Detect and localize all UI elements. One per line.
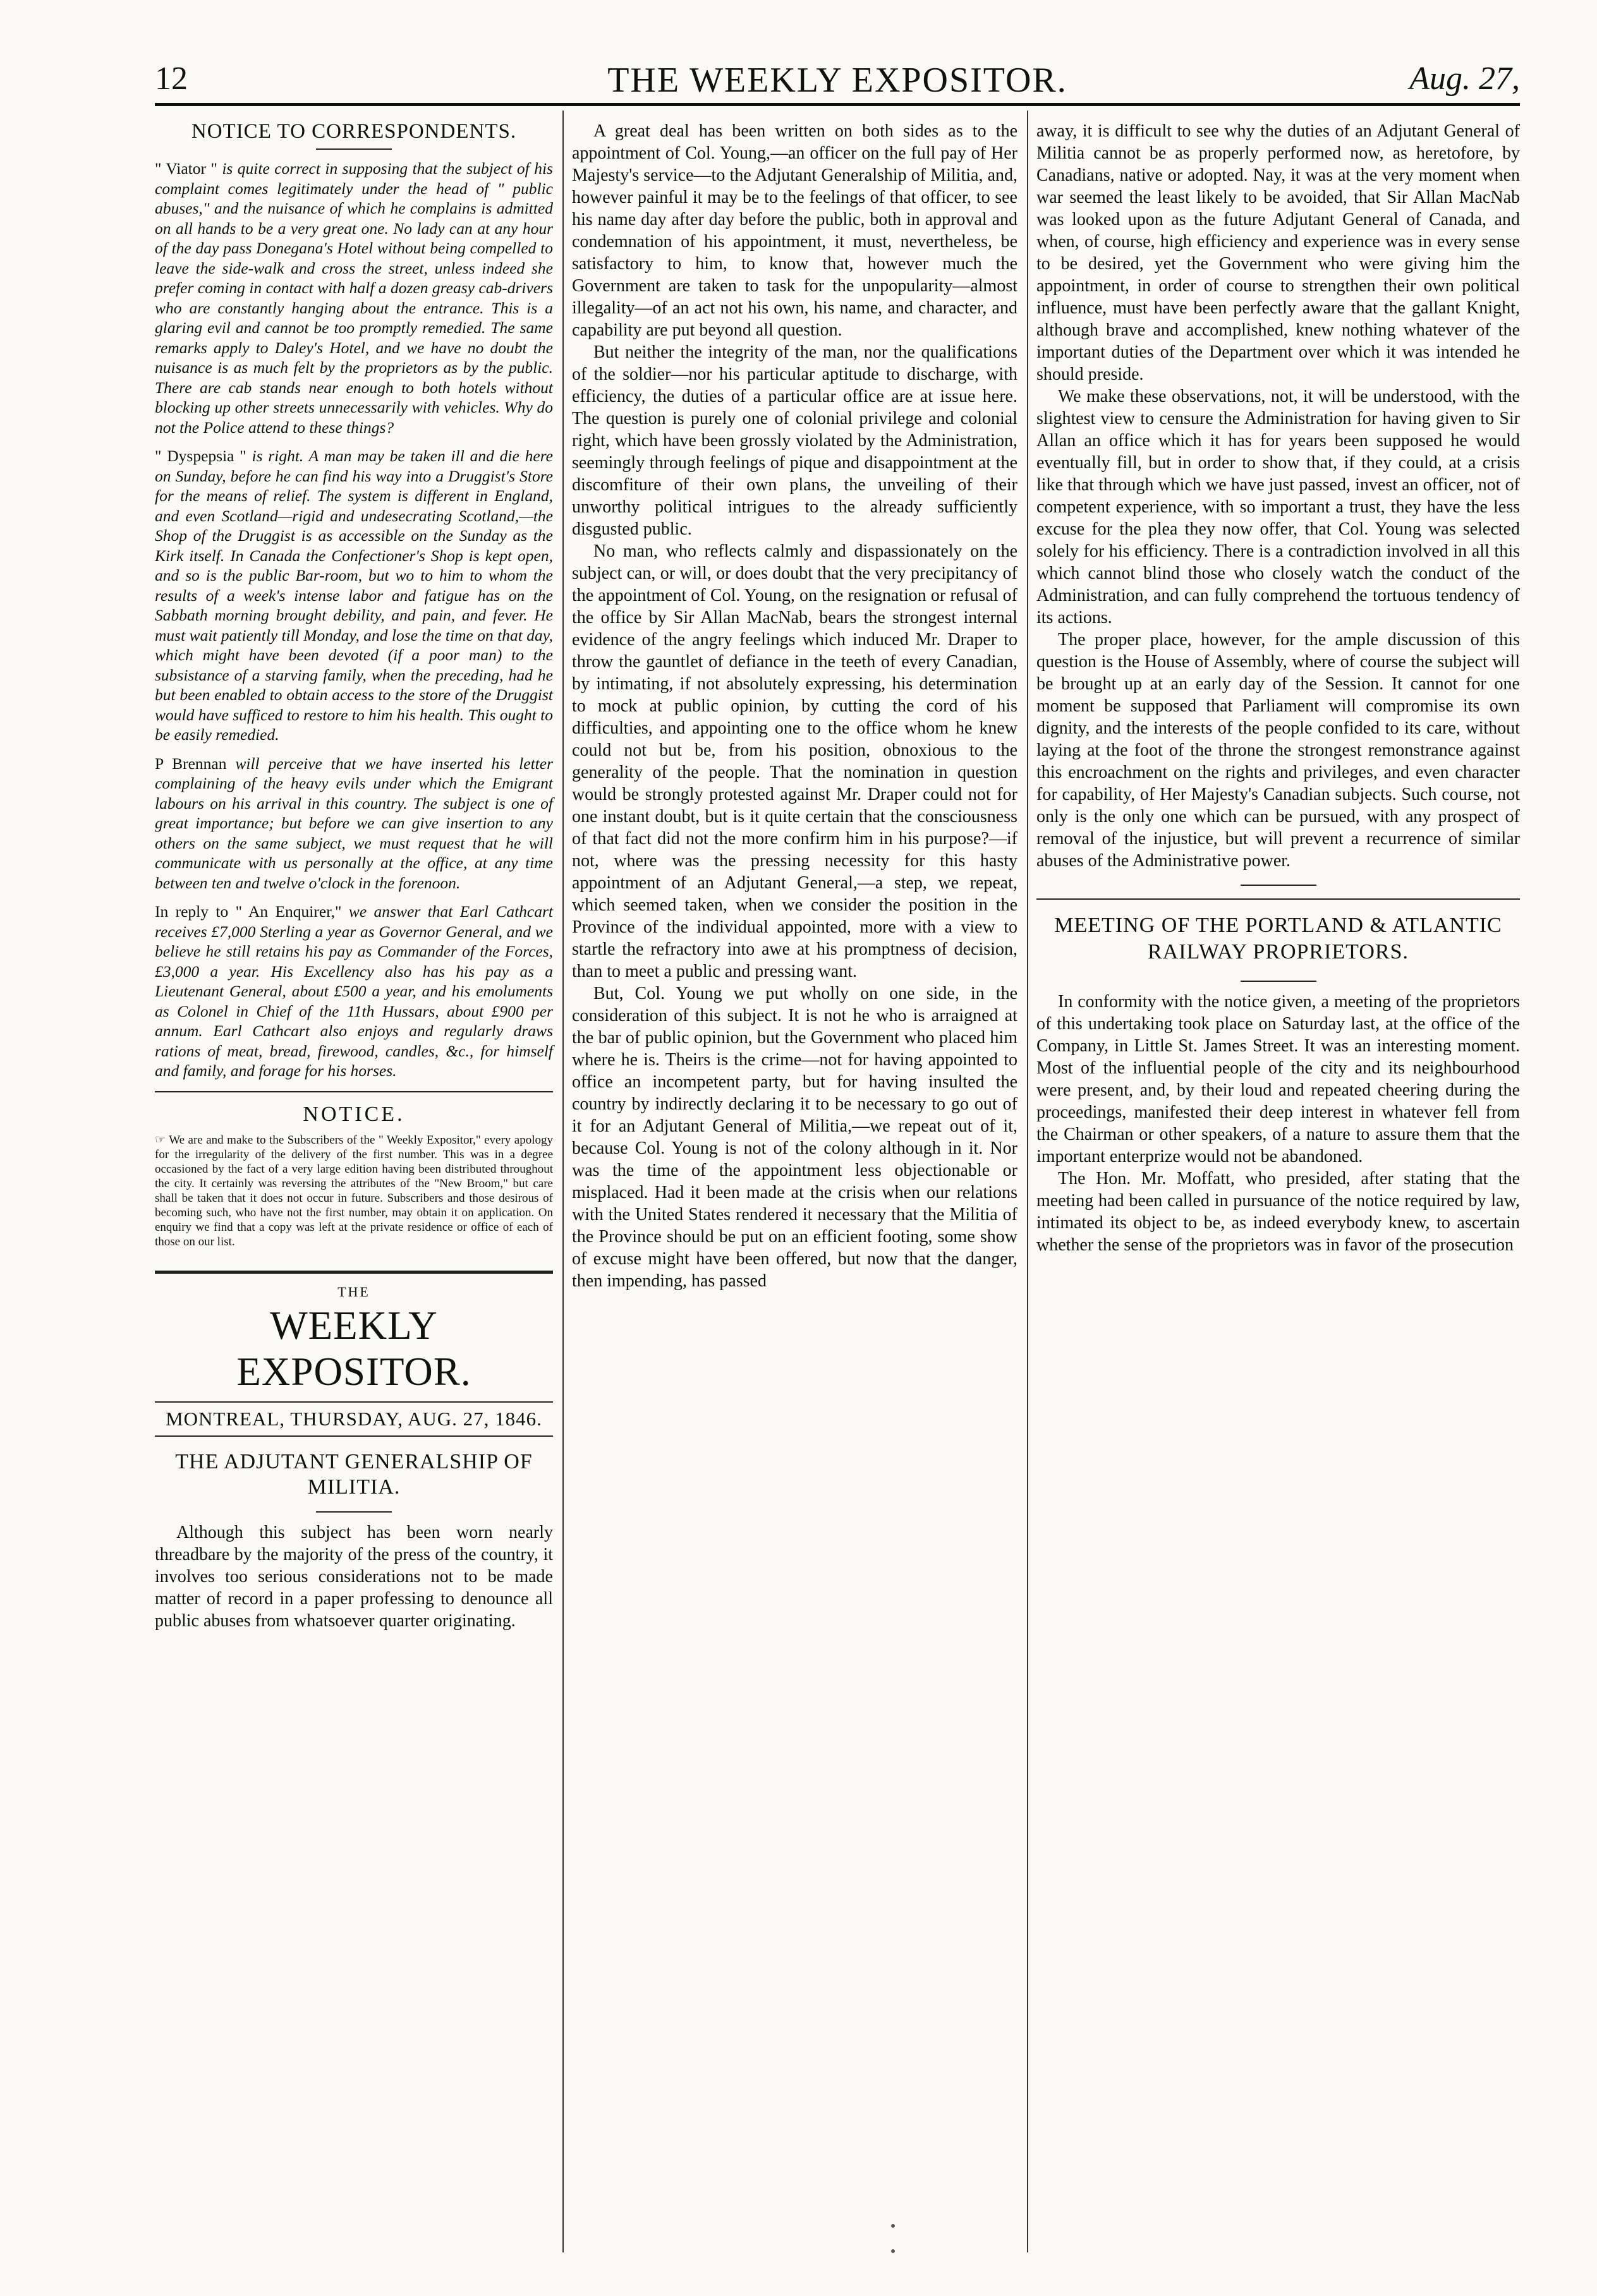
column-rule bbox=[562, 111, 564, 2252]
correspondent-note bbox=[155, 159, 553, 437]
correspondent-note bbox=[155, 902, 553, 1081]
divider bbox=[1241, 981, 1316, 982]
column-3 bbox=[1036, 120, 1520, 1256]
article-paragraph: We make these observations, not, it will be understood, with the slightest view to censure the Administration for having given to Sir Allan an office which it has for years been supposed he would eventually fill, but in order to show that, if they could, at a crisis like that through which we have just passed, invest an officer, not of competent experience, with so important a trust, they have the less excuse for the plea they now offer, that Col. Young was selected solely for his efficiency. There is a contradiction involved in all this which cannot blind those who closely watch the conduct of the Administration, and can fully comprehend the tortuous tendency of its actions. bbox=[1036, 387, 1520, 627]
article-paragraph: No man, who reflects calmly and dispassionately on the subject can, or will, or does doubt that the very precipitancy of the appointment of Col. Young, on the resignation or refusal of the office by Sir Allan MacNab, bears the strongest internal evidence of the angry feelings which induced Mr. Draper to throw the gauntlet of defiance in the teeth of every Canadian, by intimating, if not absolutely expressing, his determination to mock at public opinion, by cutting the cord of his difficulties, and appointing one to the office whom he knew could not but be, from his position, obnoxious to the generality of the people. That the nomination in question would be strongly protested against Mr. Draper could not for one instant doubt, but is it quite certain that the consciousness of that fact did not the more confirm him in his purpose?—if not, where was the pressing necessity for this hasty appointment of an Adjutant General,—a step, we repeat, which seemed taken, when we consider the position in the Province of the individual appointed, more with a view to startle the refractory into awe at his promptness of decision, than to meet a public and pressing want. bbox=[572, 541, 1017, 981]
correspondents-heading: NOTICE TO CORRESPONDENTS. bbox=[191, 120, 517, 143]
masthead-dateline: MONTREAL, THURSDAY, AUG. 27, 1846. bbox=[155, 1401, 553, 1437]
masthead-name: WEEKLY EXPOSITOR. bbox=[236, 1303, 471, 1394]
header-date: Aug. 27, bbox=[1409, 61, 1520, 97]
newspaper-title: THE WEEKLY EXPOSITOR. bbox=[607, 61, 1067, 100]
article-paragraph: In conformity with the notice given, a meeting of the proprietors of this undertaking took place on Saturday last, at the office of the Company, in Little St. James Street. It was an interesting moment. Most of the influential people of the city and its neighbourhood were present, and, by their loud and repeated cheering during the proceedings, manifested their deep interest in whatever fell from the Chairman or other speakers, of a nature to assure them that the important enterprize would not be abandoned. bbox=[1036, 992, 1520, 1166]
notice-text: ☞ We are and make to the Subscribers of the " Weekly Expositor," every apology for the irregularity of the delivery of the first number. This was in a degree occasioned by the fact of a very large edition having been distributed throughout the city. It certainly was reversing the attributes of the "New Broom," but care shall be taken that it does not occur in future. Subscribers and those desirous of becoming such, who have not the first number, may obtain it on application. On enquiry we find that a copy was left at the private residence or office of each of those on our list. bbox=[155, 1133, 553, 1248]
note-text: is right. A man may be taken ill and die here on Sunday, before he can find his way into a Druggist's Store for the means of relief. The system is different in England, and even Scotland—rigid and undesecrating Scotland,—the Shop of the Druggist is as accessible on the Sunday as the Kirk itself. In Canada the Confectioner's Shop is kept open, and so is the public Bar-room, but wo to him to whom the results of a week's intense labor and fatigue has on the Sabbath morning brought debility, and pain, and fever. He must wait patiently till Monday, and lose the time on that day, which might have been devoted (if a poor man) to the subsistance of a starving family, when the preceding, had he but been enabled to obtain access to the store of the Druggist would have sufficed to restore to him his health. This ought to be easily remedied. bbox=[155, 447, 553, 744]
ornament-dot bbox=[891, 2249, 895, 2253]
note-lead: P Brennan bbox=[155, 754, 227, 773]
note-text: we answer that Earl Cathcart receives £7,000 Sterling a year as Governor General, and we believe he still retains his pay as Commander of the Forces, £3,000 a year. His Excellency also has his pay as a Lieutenant General, about £500 a year, and his emoluments as Colonel in Chief of the 11th Hussars, about £900 per annum. Earl Cathcart also enjoys and regularly draws rations of meat, bread, firewood, candles, &c., for himself and family, and forage for his horses. bbox=[155, 902, 553, 1080]
column-1 bbox=[155, 120, 553, 1632]
article-title: THE ADJUTANT GENERALSHIP OF MILITIA. bbox=[175, 1449, 533, 1499]
divider bbox=[316, 1511, 392, 1513]
divider bbox=[155, 1271, 553, 1274]
article-title: MEETING OF THE PORTLAND & ATLANTIC RAILWAY PROPRIETORS. bbox=[1054, 914, 1502, 964]
page-header bbox=[155, 60, 1520, 120]
ornament-dot bbox=[891, 2224, 895, 2228]
divider bbox=[1036, 898, 1520, 900]
note-text: will perceive that we have inserted his letter complaining of the heavy evils under which the Emigrant labours on his arrival in this country. The subject is one of great importance; but before we can give insertion to any others on the same subject, we must request that he will communicate with us personally at the office, at any time between ten and twelve o'clock in the forenoon. bbox=[155, 754, 553, 892]
article-paragraph: But neither the integrity of the man, nor the qualifications of the soldier—nor his particular aptitude to discharge, with efficiency, the duties of a particular office are at issue here. The question is purely one of colonial privilege and colonial right, which have been grossly violated by the Administration, seemingly through feelings of pique and disappointment at the discomfiture of their own plans, the unveiling of their unworthy political intrigues to the already sufficiently disgusted public. bbox=[572, 342, 1017, 539]
divider bbox=[1241, 885, 1316, 886]
column-rule bbox=[1027, 111, 1028, 2252]
article-paragraph: The proper place, however, for the ample discussion of this question is the House of Assembly, where of course the subject will be brought up at an early day of the Session. It cannot for one moment be supposed that Parliament will compromise its own dignity, and the interests of the people confided to its care, without laying at the foot of the throne the strongest remonstrance against this encroachment on the rights and privileges, and even character for capability, of Her Majesty's Canadian subjects. Such course, not only is the only one which can be pursued, with any prospect of removal of the injustice, but will prevent a recurrence of similar abuses of the Administrative power. bbox=[1036, 630, 1520, 871]
notice-heading: NOTICE. bbox=[303, 1102, 405, 1126]
column-2 bbox=[572, 120, 1017, 1292]
note-lead: " Dyspepsia " bbox=[155, 447, 246, 465]
note-text: is quite correct in supposing that the subject of his complaint comes legitimately under the head of " public abuses," and the nuisance of which he complains is admitted on all hands to be a very great one. No lady can at any hour of the day pass Donegana's Hotel without being compelled to leave the side-walk and cross the street, unless indeed she prefer coming in contact with half a dozen greasy cab-drivers who are constantly hanging about the entrance. This is a glaring evil and cannot be too promptly remedied. The same remarks apply to Daley's Hotel, and we have no doubt the nuisance is as much felt by the proprietors as by the public. There are cab stands near enough to both hotels without blocking up other streets unnecessarily with vehicles. Why do not the Police attend to these things? bbox=[155, 159, 553, 437]
article-paragraph: The Hon. Mr. Moffatt, who presided, after stating that the meeting had been called in pursuance of the notice required by law, intimated its object to be, as indeed everybody knew, to ascertain whether the sense of the proprietors was in favor of the prosecution bbox=[1036, 1169, 1520, 1255]
note-lead: In reply to " An Enquirer," bbox=[155, 902, 342, 921]
divider bbox=[316, 148, 392, 150]
correspondent-note bbox=[155, 754, 553, 893]
article-paragraph: away, it is difficult to see why the duties of an Adjutant General of Militia cannot be as properly performed now, as heretofore, by Canadians, native or adopted. Nay, it was at the very moment when war seemed the least likely to be avoided, that Sir Allan MacNab was looked upon as the future Adjutant General of Canada, and when, of course, high efficiency and experience was in every sense to be desired, yet the Government who were giving him the appointment, in order of course to strengthen their own political influence, must have been perfectly aware that the gallant Knight, although brave and accomplished, knew nothing whatever of the important duties of the Department over which it was intended he should preside. bbox=[1036, 121, 1520, 384]
article-paragraph: But, Col. Young we put wholly on one side, in the consideration of this subject. It is not he who is arraigned at the bar of public opinion, but the Government who placed him where he is. Theirs is the crime—not for having appointed to office an incompetent party, but for having insulted the country by indirectly declaring it to be necessary to go out of it for an Adjutant General of Militia,—we repeat out of it, because Col. Young is not of the colony although in it. Nor was the time of the appointment less objectionable or misplaced. Had it been made at the crisis when our relations with the United States rendered it necessary that the Militia of the Province should be put on an efficient footing, some show of excuse might have been offered, but now that the danger, then impending, has passed bbox=[572, 984, 1017, 1291]
article-paragraph: Although this subject has been worn nearly threadbare by the majority of the press of the country, it involves too serious considerations not to be made matter of record in a paper professing to denounce all public abuses from whatsoever quarter originating. bbox=[155, 1522, 553, 1631]
article-paragraph: A great deal has been written on both sides as to the appointment of Col. Young,—an officer on the full pay of Her Majesty's service—to the Adjutant Generalship of Militia, and, however painful it may be to the feelings of that officer, to see his name day after day before the public, both in approval and condemnation of his appointment, it must, nevertheless, be satisfactory to him, to know that, however much the Government are taken to task for the unpopularity—almost illegality—of an act not his own, his name, and character, and capability are put beyond all question. bbox=[572, 121, 1017, 340]
correspondent-note bbox=[155, 446, 553, 745]
note-lead: " Viator " bbox=[155, 159, 217, 178]
masthead-the: THE bbox=[337, 1283, 370, 1300]
page-number: 12 bbox=[155, 61, 188, 97]
divider bbox=[155, 1091, 553, 1092]
header-rule bbox=[155, 103, 1520, 106]
